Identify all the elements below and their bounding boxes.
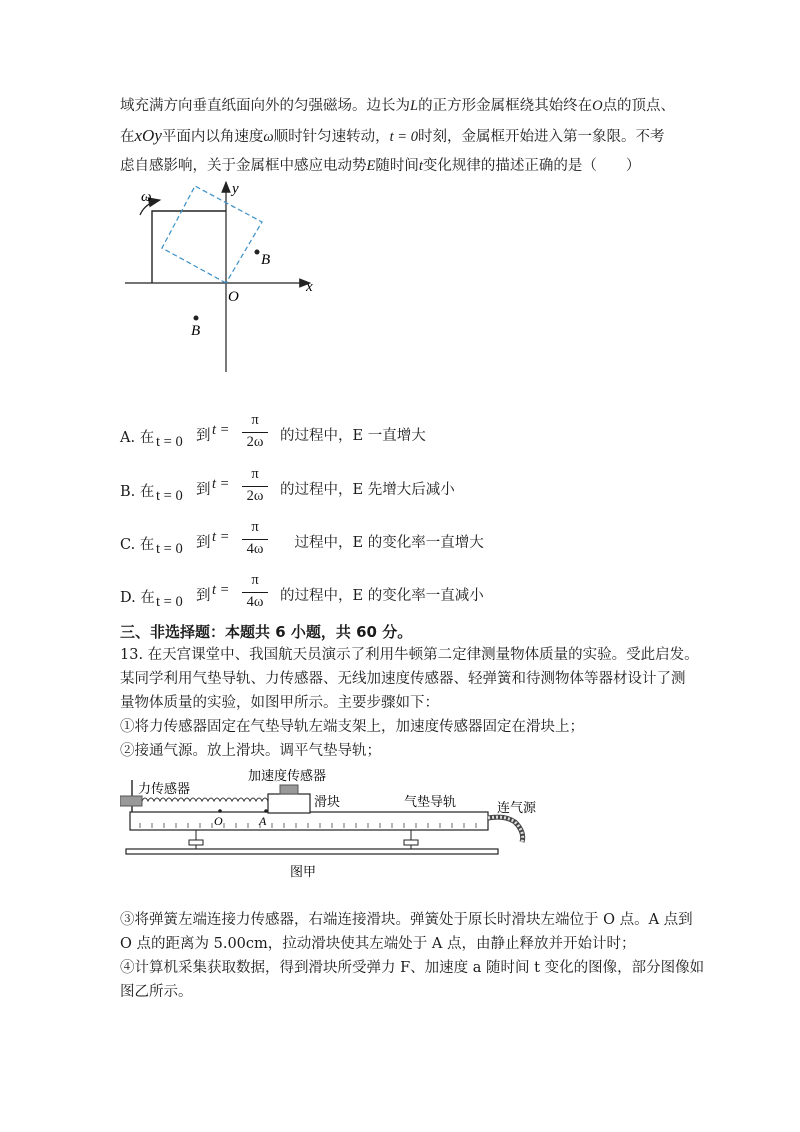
x-label: x	[306, 279, 313, 295]
denominator: 4ω	[246, 541, 264, 557]
air-track-figure	[120, 762, 550, 882]
intro-line-3	[120, 156, 640, 176]
q13-line-2: 某同学利用气垫导轨、力传感器、无线加速度传感器、轻弹簧和待测物体等器材设计了测	[120, 671, 686, 687]
q13-step-4a: ④计算机采集获取数据，得到滑块所受弹力 F、加速度 a 随时间 t 变化的图像，部分图像如	[120, 960, 705, 976]
text: 到	[196, 535, 211, 551]
t-start: t = 0	[156, 541, 183, 557]
text: 时刻，金属框开始进入第一象限。不考	[417, 129, 665, 145]
rotated-frame-dashed	[162, 186, 262, 283]
option-text: 的过程中，E 先增大后减小	[280, 482, 455, 498]
fraction-bar	[242, 592, 268, 593]
air-hose	[488, 817, 523, 842]
t-start: t = 0	[156, 434, 183, 450]
option-text: 的过程中，E 一直增大	[280, 428, 426, 444]
support-right	[404, 830, 418, 849]
denominator: 2ω	[246, 488, 264, 504]
t-end: t =	[212, 476, 230, 492]
text: 到	[196, 428, 211, 444]
t-start: t = 0	[156, 594, 183, 610]
q13-step-3b: O 点的距离为 5.00cm，拉动滑块使其左端处于 A 点，由静止释放并开始计时；	[120, 936, 636, 952]
numerator: π	[251, 572, 259, 588]
slider-label: 滑块	[314, 794, 341, 809]
var-xoy: xOy	[134, 126, 162, 145]
q13-step-4b: 图乙所示。	[120, 984, 193, 1000]
text: 顺时针匀速转动，	[273, 129, 390, 145]
field-label-2: B	[191, 323, 201, 339]
origin-label: O	[228, 289, 239, 305]
var-t: t	[418, 158, 423, 174]
text: 到	[196, 588, 211, 604]
field-dot-2	[194, 316, 199, 321]
support-left	[189, 830, 203, 849]
q13-step-1: ①将力传感器固定在气垫导轨左端支架上，加速度传感器固定在滑块上；	[120, 719, 584, 735]
q13-step-3a: ③将弹簧左端连接力传感器，右端连接滑块。弹簧处于原长时滑块左端位于 O 点。A 点到	[120, 912, 693, 928]
option-text: 过程中，E 的变化率一直增大	[280, 535, 484, 551]
spring	[142, 798, 274, 801]
omega-label: ω	[141, 189, 152, 205]
var-E: E	[366, 158, 376, 174]
air-source-label: 连气源	[497, 800, 537, 815]
text: 域充满方向垂直纸面向外的匀强磁场。边长为	[120, 98, 410, 114]
numerator: π	[251, 412, 259, 428]
force-sensor-label: 力传感器	[138, 781, 191, 796]
y-label: y	[232, 181, 239, 197]
option-label: C. 在	[120, 537, 155, 553]
figure-caption: 图甲	[290, 864, 317, 879]
accel-sensor-label: 加速度传感器	[248, 768, 327, 783]
numerator: π	[251, 519, 259, 535]
text: 的正方形金属框绕其始终在	[418, 98, 593, 114]
air-track	[130, 812, 488, 830]
var-t0: t = 0	[389, 129, 418, 145]
point-o	[218, 809, 222, 813]
denominator: 2ω	[246, 434, 264, 450]
option-label: D. 在	[120, 590, 155, 606]
var-O: O	[592, 98, 603, 114]
t-start: t = 0	[156, 488, 183, 504]
air-track-label: 气垫导轨	[404, 794, 457, 809]
var-omega: ω	[263, 129, 274, 145]
force-sensor	[120, 796, 142, 806]
q13-line-3: 量物体质量的实验，如图甲所示。主要步骤如下：	[120, 695, 439, 711]
text: 到	[196, 482, 211, 498]
var-L: L	[410, 98, 419, 114]
t-end: t =	[212, 529, 230, 545]
fraction-bar	[242, 486, 268, 487]
t-end: t =	[212, 582, 230, 598]
t-end: t =	[212, 422, 230, 438]
intro-line-2	[120, 126, 664, 147]
rotating-frame-figure	[120, 175, 330, 375]
text: 虑自感影响，关于金属框中感应电动势	[120, 158, 367, 174]
text: 点的顶点、	[602, 98, 676, 114]
field-dot-1	[255, 250, 260, 255]
q13-step-2: ②接通气源。放上滑块。调平气垫导轨；	[120, 743, 381, 759]
base-plate	[126, 849, 498, 854]
option-label: A. 在	[120, 430, 155, 446]
text: 平面内以角速度	[161, 129, 264, 145]
option-label: B. 在	[120, 484, 155, 500]
text: 变化规律的描述正确的是（ ）	[422, 158, 641, 174]
numerator: π	[251, 466, 259, 482]
section-heading: 三、非选择题：本题共 6 小题，共 60 分。	[120, 623, 413, 641]
fraction-bar	[242, 539, 268, 540]
rotated-square-dashed	[162, 187, 262, 283]
q13-line-1: 13. 在天宫课堂中、我国航天员演示了利用牛顿第二定律测量物体质量的实验。受此启发。	[120, 647, 699, 663]
point-a-label: A	[259, 814, 267, 828]
slider-block	[268, 794, 310, 813]
field-label-1: B	[261, 252, 271, 268]
denominator: 4ω	[246, 594, 264, 610]
fraction-bar	[242, 432, 268, 433]
text: 在	[120, 129, 135, 145]
text: 随时间	[375, 158, 419, 174]
accel-sensor	[280, 785, 298, 794]
intro-line-1	[120, 96, 675, 116]
point-o-label: O	[214, 814, 223, 828]
option-text: 的过程中，E 的变化率一直减小	[280, 588, 484, 604]
point-a	[264, 809, 268, 813]
